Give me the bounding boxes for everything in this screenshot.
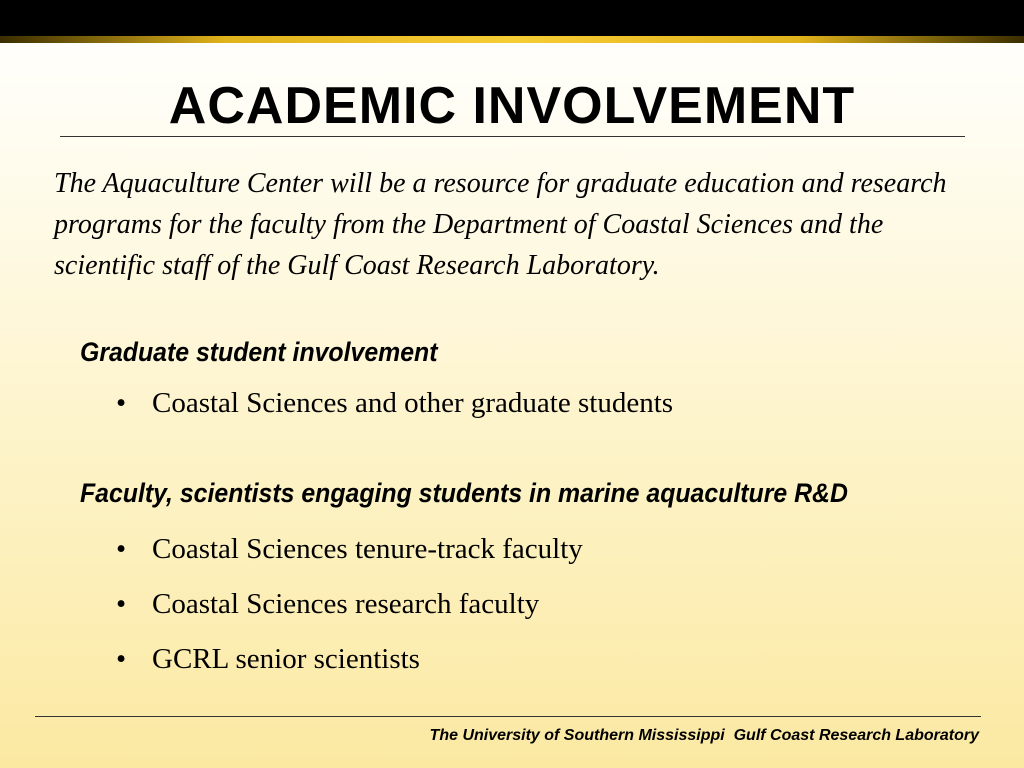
bullet-item <box>116 584 583 624</box>
title-divider <box>60 136 965 137</box>
bullet-icon: • <box>116 387 127 419</box>
slide-title: ACADEMIC INVOLVEMENT <box>168 77 856 135</box>
bullet-list-graduate <box>116 383 673 438</box>
bullet-icon: • <box>116 588 127 620</box>
bullet-text: Coastal Sciences tenure-track faculty <box>152 533 583 565</box>
top-bar <box>0 0 1024 36</box>
bullet-list-faculty <box>116 529 583 694</box>
bullet-icon: • <box>116 533 127 565</box>
bullet-text: Coastal Sciences research faculty <box>152 588 540 620</box>
footer-text: The University of Southern Mississippi Gulf Coast Research Laboratory <box>429 727 979 744</box>
bullet-item <box>116 529 583 569</box>
bullet-text: Coastal Sciences and other graduate students <box>152 387 674 419</box>
section-heading-faculty: Faculty, scientists engaging students in marine aquaculture R&D <box>80 478 848 508</box>
bullet-text: GCRL senior scientists <box>152 643 420 675</box>
bullet-icon: • <box>116 643 127 675</box>
intro-paragraph: The Aquaculture Center will be a resource for graduate education and research programs for the faculty from the Department of Coastal Sciences and the scientific staff of the Gulf Coast Research Laboratory. <box>54 168 947 281</box>
section-heading-graduate: Graduate student involvement <box>80 337 438 367</box>
bullet-item <box>116 383 673 423</box>
bullet-item <box>116 639 583 679</box>
gold-accent-stripe <box>0 36 1024 43</box>
footer-divider <box>35 716 981 717</box>
